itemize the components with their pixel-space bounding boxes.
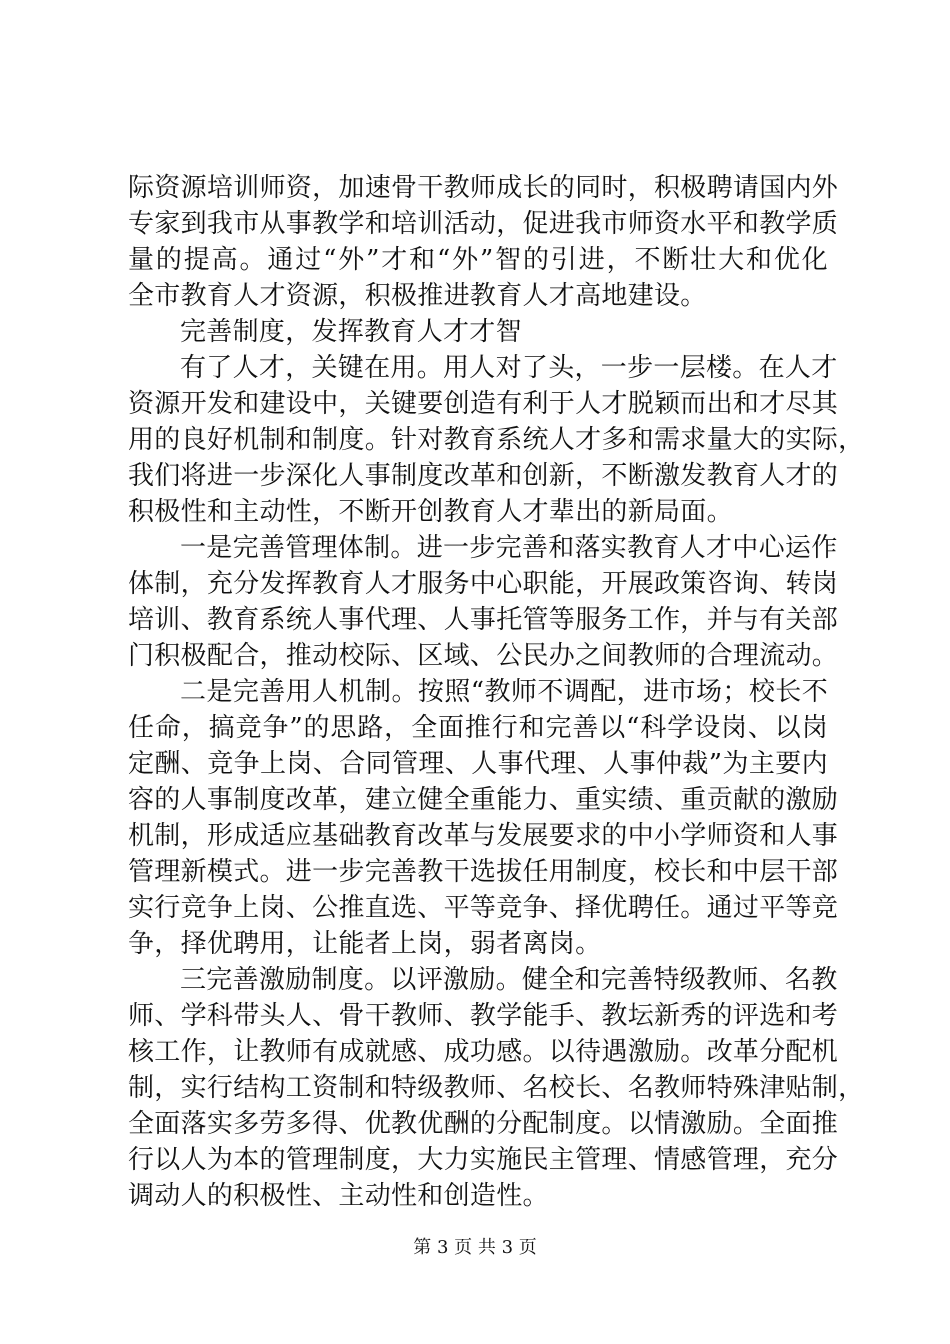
section-heading: 完善制度，发挥教育人才才智	[180, 317, 522, 347]
body-text-line: 资源开发和建设中，关键要创造有利于人才脱颖而出和才尽其	[128, 389, 839, 419]
body-text-line: 容的人事制度改革，建立健全重能力、重实绩、重贡献的激励	[128, 785, 839, 815]
body-text-line: 定酬、竞争上岗、合同管理、人事代理、人事仲裁”为主要内	[128, 749, 828, 779]
body-text-line: 争，择优聘用，让能者上岗，弱者离岗。	[128, 929, 602, 959]
body-text-line: 量的提高。通过“外”才和“外”智的引进，不断壮大和优化	[128, 245, 828, 275]
body-text-line: 专家到我市从事教学和培训活动，促进我市师资水平和教学质	[128, 209, 839, 239]
body-text-line: 有了人才，关键在用。用人对了头，一步一层楼。在人才	[180, 353, 838, 383]
body-text-line: 实行竞争上岗、公推直选、平等竞争、择优聘任。通过平等竞	[128, 893, 839, 923]
body-text-line: 积极性和主动性，不断开创教育人才辈出的新局面。	[128, 497, 733, 527]
body-text-line: 际资源培训师资，加速骨干教师成长的同时，积极聘请国内外	[128, 173, 839, 203]
body-text-line: 师、学科带头人、骨干教师、教学能手、教坛新秀的评选和考	[128, 1001, 839, 1031]
body-text-line: 我们将进一步深化人事制度改革和创新，不断激发教育人才的	[128, 461, 839, 491]
body-text-line: 管理新模式。进一步完善教干选拔任用制度，校长和中层干部	[128, 857, 839, 887]
body-text-line: 任命，搞竞争”的思路，全面推行和完善以“科学设岗、以岗	[128, 713, 828, 743]
body-text-line: 培训、教育系统人事代理、人事托管等服务工作，并与有关部	[128, 605, 839, 635]
body-text-line: 核工作，让教师有成就感、成功感。以待遇激励。改革分配机	[128, 1037, 839, 1067]
body-text-line: 一是完善管理体制。进一步完善和落实教育人才中心运作	[180, 533, 838, 563]
body-text-line: 调动人的积极性、主动性和创造性。	[128, 1181, 549, 1211]
body-text-line: 机制，形成适应基础教育改革与发展要求的中小学师资和人事	[128, 821, 839, 851]
body-text-line: 全面落实多劳多得、优教优酬的分配制度。以情激励。全面推	[128, 1109, 839, 1139]
body-text-line: 二是完善用人机制。按照“教师不调配，进市场；校长不	[180, 677, 828, 707]
body-text-line: 全市教育人才资源，积极推进教育人才高地建设。	[128, 281, 707, 311]
body-text-line: 制，实行结构工资制和特级教师、名校长、名教师特殊津贴制，	[128, 1073, 865, 1103]
body-text-line: 用的良好机制和制度。针对教育系统人才多和需求量大的实际，	[128, 425, 865, 455]
body-text-line: 行以人为本的管理制度，大力实施民主管理、情感管理，充分	[128, 1145, 839, 1175]
body-text-line: 门积极配合，推动校际、区域、公民办之间教师的合理流动。	[128, 641, 839, 671]
page-number-footer: 第 3 页 共 3 页	[413, 1237, 537, 1258]
body-text-line: 体制，充分发挥教育人才服务中心职能，开展政策咨询、转岗	[128, 569, 839, 599]
body-text-line: 三完善激励制度。以评激励。健全和完善特级教师、名教	[180, 965, 838, 995]
